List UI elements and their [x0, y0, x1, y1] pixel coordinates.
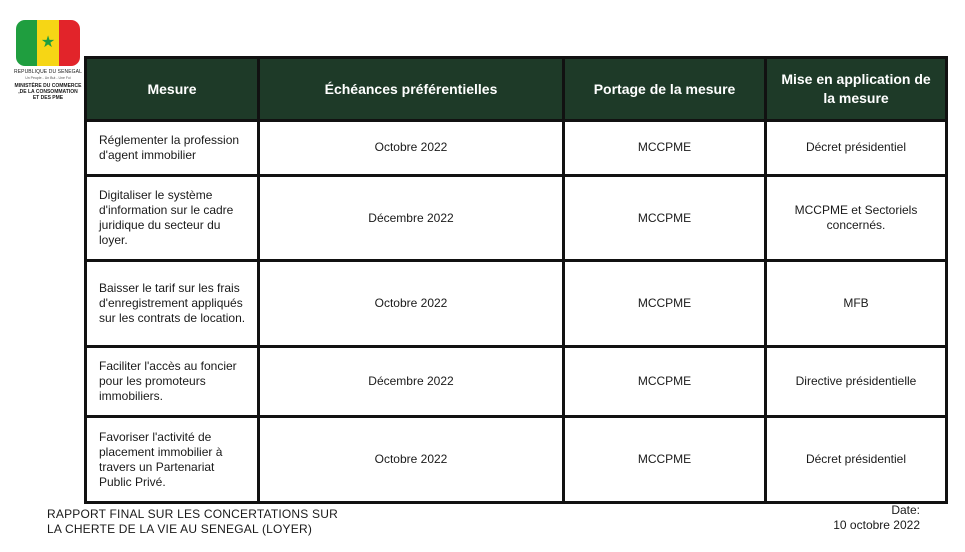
cell-application: MFB: [766, 261, 947, 347]
star-icon: ★: [40, 34, 56, 51]
cell-echeance: Octobre 2022: [259, 417, 564, 503]
cell-mesure: Réglementer la profession d'agent immobilier: [86, 121, 259, 176]
cell-portage: MCCPME: [564, 121, 766, 176]
header-echeances: Échéances préférentielles: [259, 58, 564, 121]
cell-mesure: Digitaliser le système d'information sur le cadre juridique du secteur du loyer.: [86, 175, 259, 261]
header-mesure: Mesure: [86, 58, 259, 121]
cell-application: MCCPME et Sectoriels concernés.: [766, 175, 947, 261]
cell-portage: MCCPME: [564, 347, 766, 417]
report-title-line: RAPPORT FINAL SUR LES CONCERTATIONS SUR: [47, 507, 338, 521]
republic-label: REPUBLIQUE DU SENEGAL: [14, 69, 82, 75]
cell-echeance: Octobre 2022: [259, 121, 564, 176]
header-application: Mise en application de la mesure: [766, 58, 947, 121]
cell-mesure: Favoriser l'activité de placement immobilier à travers un Partenariat Public Privé.: [86, 417, 259, 503]
senegal-flag-icon: [16, 20, 80, 66]
ministry-line: MINISTÈRE DU COMMERCE: [14, 83, 82, 89]
date-label: Date:: [891, 503, 920, 517]
report-date: [833, 503, 920, 533]
cell-echeance: Décembre 2022: [259, 347, 564, 417]
table-row: [86, 417, 947, 503]
cell-application: Directive présidentielle: [766, 347, 947, 417]
cell-echeance: Décembre 2022: [259, 175, 564, 261]
cell-portage: MCCPME: [564, 175, 766, 261]
ministry-line: ET DES PME: [32, 95, 64, 101]
measures-table-container: [84, 56, 945, 504]
table-row: [86, 121, 947, 176]
cell-echeance: Octobre 2022: [259, 261, 564, 347]
ministry-logo: [8, 20, 88, 101]
measures-table: [84, 56, 948, 504]
report-title: [47, 507, 338, 537]
cell-portage: MCCPME: [564, 261, 766, 347]
table-row: [86, 175, 947, 261]
table-row: [86, 347, 947, 417]
report-title-line: LA CHERTE DE LA VIE AU SENEGAL (LOYER): [47, 522, 313, 536]
cell-application: Décret présidentiel: [766, 417, 947, 503]
cell-portage: MCCPME: [564, 417, 766, 503]
date-value: 10 octobre 2022: [833, 518, 920, 532]
table-header-row: [86, 58, 947, 121]
ministry-label: [8, 83, 88, 101]
motto-label: Un Peuple - Un But - Une Foi: [25, 76, 71, 80]
cell-mesure: Faciliter l'accès au foncier pour les promoteurs immobiliers.: [86, 347, 259, 417]
cell-mesure: Baisser le tarif sur les frais d'enregistrement appliqués sur les contrats de location.: [86, 261, 259, 347]
cell-application: Décret présidentiel: [766, 121, 947, 176]
table-row: [86, 261, 947, 347]
ministry-line: ,DE LA CONSOMMATION: [18, 89, 78, 95]
header-portage: Portage de la mesure: [564, 58, 766, 121]
